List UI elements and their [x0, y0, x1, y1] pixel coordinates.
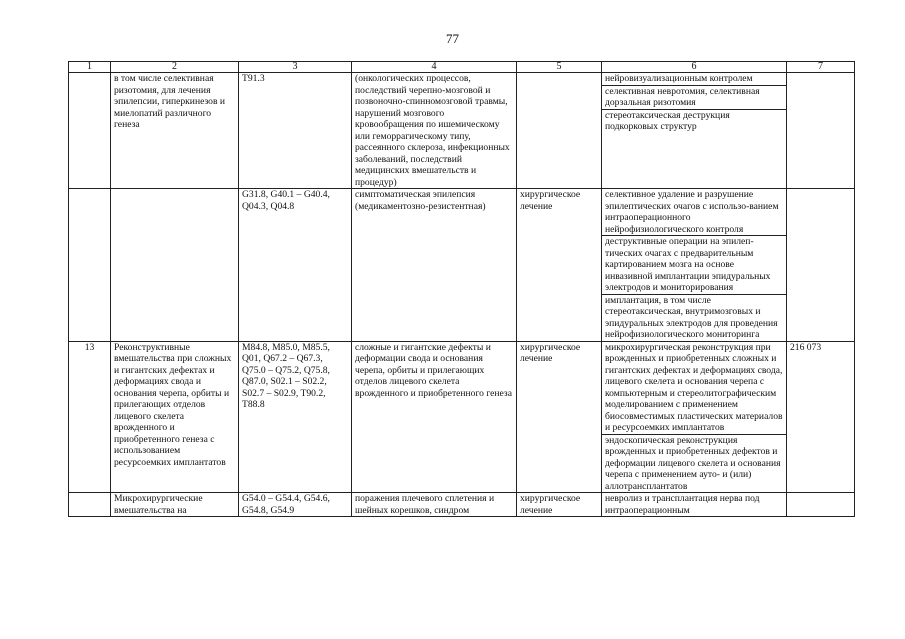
procedure-name: в том числе селективная ризотомия, для лечения эпилепсии, гиперкинезов и миелопатий различного генеза — [111, 73, 239, 189]
col-header-1: 1 — [69, 62, 111, 73]
method-item: селективное удаление и разрушение эпилептических очагов с использо-ванием интраоперационного нейрофизиологического контроля — [602, 189, 786, 236]
col-header-2: 2 — [111, 62, 239, 73]
row-number: 13 — [69, 341, 111, 493]
table-row — [69, 341, 855, 493]
col-header-7: 7 — [787, 62, 855, 73]
diagnosis-codes: G54.0 – G54.4, G54.6, G54.8, G54.9 — [239, 493, 352, 517]
row-number — [69, 493, 111, 517]
method-item: эндоскопическая реконструкция врожденных и приобретенных дефектов и деформации лицевого скелета и основания черепа с применением ауто- и (или) аллотрансплантатов — [605, 434, 781, 492]
condition-model: (онкологических процессов, последствий черепно-мозговой и позвоночно-спинномозговой травмы, нарушений мозгового кровообращения по ишемическому или геморрагическому типу, рассеянного склероза, инфекционных заболеваний, последствий медицинских вмешательств и процедур) — [352, 73, 517, 189]
table-row — [69, 493, 855, 517]
col-header-6: 6 — [602, 62, 787, 73]
procedure-name: Реконструктивные вмешательства при сложных и гигантских дефектах и деформациях свода и основания черепа, орбиты и прилегающих отделов лицевого скелета врожденного и приобретенного генеза с использованием ресурсоемких имплантатов — [111, 341, 239, 493]
diagnosis-codes: M84.8, M85.0, M85.5, Q01, Q67.2 – Q67.3, Q75.0 – Q75.2, Q75.8, Q87.0, S02.1 – S02.2, S02.7 – S02.9, T90.2, T88.8 — [239, 341, 352, 493]
procedure-name — [111, 189, 239, 342]
procedure-name: Микрохирургические вмешательства на — [111, 493, 239, 517]
method-item: невролиз и трансплантация нерва под интраоперационным — [605, 493, 760, 516]
treatment-methods — [602, 189, 787, 342]
condition-model: поражения плечевого сплетения и шейных корешков, синдром — [352, 493, 517, 517]
table-row — [69, 189, 855, 342]
method-item: селективная невротомия, селективная дорзальная ризотомия — [602, 86, 786, 110]
table-row — [69, 73, 855, 189]
cost-value — [787, 493, 855, 517]
method-item: нейровизуализационным контролем — [602, 73, 786, 86]
condition-model: сложные и гигантские дефекты и деформации свода и основания черепа, орбиты и прилегающих отделов лицевого скелета врожденного и приобретенного генеза — [352, 341, 517, 493]
treatment-type: хирургическое лечение — [517, 341, 602, 493]
treatment-type: хирургическое лечение — [517, 493, 602, 517]
condition-model: симптоматическая эпилепсия (медикаментозно-резистентная) — [352, 189, 517, 342]
header-row — [69, 62, 855, 73]
method-item: стереотаксическая деструкция подкорковых структур — [605, 109, 730, 132]
services-table — [68, 61, 855, 517]
cost-value: 216 073 — [787, 341, 855, 493]
diagnosis-codes: T91.3 — [239, 73, 352, 189]
treatment-methods — [602, 73, 787, 189]
col-header-4: 4 — [352, 62, 517, 73]
cost-value — [787, 189, 855, 342]
row-number — [69, 73, 111, 189]
treatment-methods — [602, 341, 787, 493]
col-header-3: 3 — [239, 62, 352, 73]
method-item: микрохирургическая реконструкция при врожденных и приобретенных сложных и гигантских дефектах и деформациях свода, лицевого скелета и основания черепа с компьютерным и стереолитографическим моделированием с применением биосовместимых пластических материалов и ресурсоемких имплантатов — [602, 342, 786, 435]
col-header-5: 5 — [517, 62, 602, 73]
method-item: деструктивные операции на эпилеп-тических очагах с предварительным картированием мозга на основе инвазивной имплантации эпидуральных электродов и мониторирования — [602, 236, 786, 295]
diagnosis-codes: G31.8, G40.1 – G40.4, Q04.3, Q04.8 — [239, 189, 352, 342]
cost-value — [787, 73, 855, 189]
treatment-type: хирургическое лечение — [517, 189, 602, 342]
treatment-type — [517, 73, 602, 189]
treatment-methods — [602, 493, 787, 517]
page-number: 77 — [446, 31, 459, 46]
row-number — [69, 189, 111, 342]
method-item: имплантация, в том числе стереотаксическая, внутримозговых и эпидуральных электродов для проведения нейрофизиологического мониторинга — [605, 294, 778, 340]
